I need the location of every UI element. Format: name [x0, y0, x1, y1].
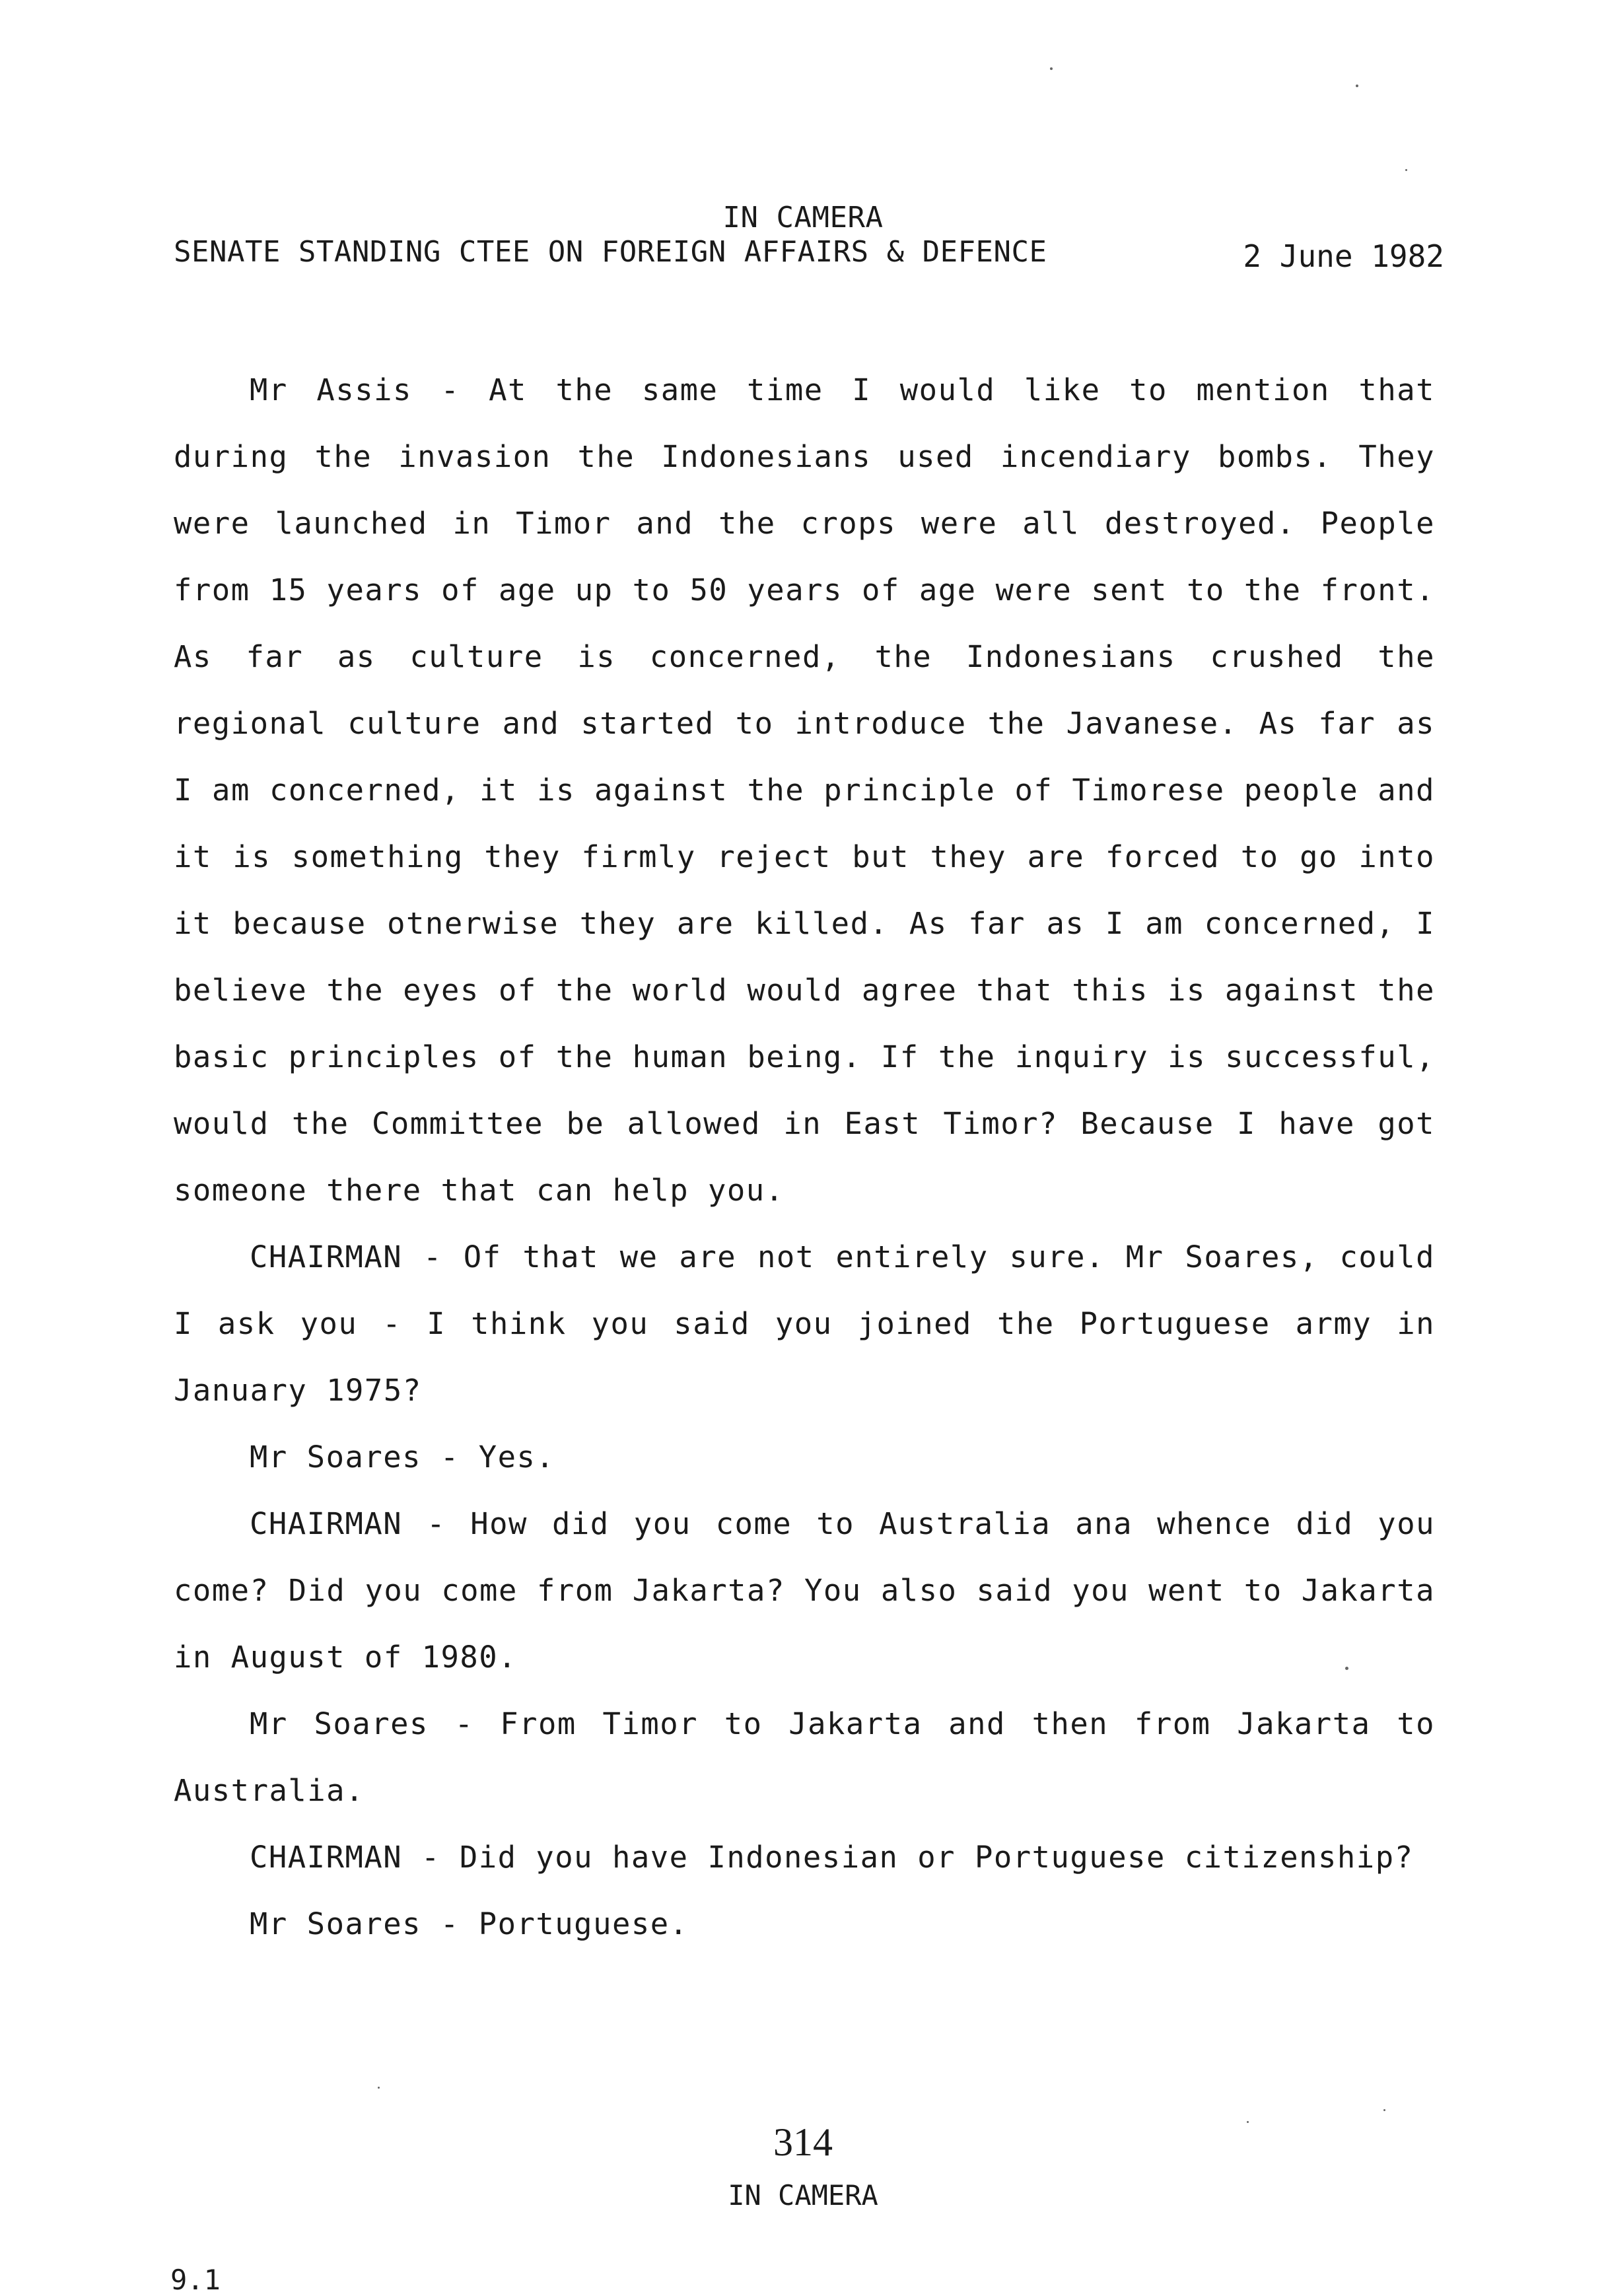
scan-speck	[378, 2087, 380, 2089]
transcript-paragraph: Mr Soares - Yes.	[250, 1440, 555, 1475]
header-classification: IN CAMERA	[722, 201, 884, 234]
document-reference: 9.1	[170, 2264, 221, 2296]
page-number: 314	[773, 2120, 833, 2164]
scan-speck	[1405, 169, 1407, 171]
scan-speck	[1345, 1667, 1348, 1670]
transcript-paragraph: CHAIRMAN - Of that we are not entirely sure. Mr Soares, could I ask you - I think you said you joined the Portuguese army in January 1975?	[174, 1239, 1435, 1408]
scan-speck	[1050, 67, 1053, 70]
transcript-paragraph: Mr Assis - At the same time I would like to mention that during the invasion the Indonesians used incendiary bombs. They were launched in Timor and the crops were all destroyed. People from 15 years of age up to 50 years of age were sent to the front. As far as culture is concerned, the Indonesians crushed the regional culture and started to introduce the Javanese. As far as I am concerned, it is against the principle of Timorese people and it is something they firmly reject but they are forced to go into it because otnerwise they are killed. As far as I am concerned, I believe the eyes of the world would agree that this is against the basic principles of the human being. If the inquiry is successful, would the Committee be allowed in East Timor? Because I have got someone there that can help you.	[174, 372, 1435, 1208]
transcript-body	[174, 357, 1435, 1957]
transcript-paragraph: CHAIRMAN - How did you come to Australia ana whence did you come? Did you come from Jakarta? You also said you went to Jakarta in August of 1980.	[174, 1506, 1435, 1675]
transcript-paragraph: Mr Soares - From Timor to Jakarta and then from Jakarta to Australia.	[174, 1706, 1435, 1808]
footer-classification: IN CAMERA	[728, 2179, 878, 2211]
scan-speck	[1247, 2121, 1249, 2123]
transcript-paragraph: CHAIRMAN - Did you have Indonesian or Portuguese citizenship?	[250, 1840, 1414, 1875]
transcript-paragraph: Mr Soares - Portuguese.	[250, 1906, 689, 1941]
scan-speck	[1356, 85, 1358, 87]
committee-name: SENATE STANDING CTEE ON FOREIGN AFFAIRS & DEFENCE	[174, 235, 1047, 269]
scan-speck	[1383, 2109, 1385, 2111]
hearing-date: 2 June 1982	[1243, 238, 1444, 274]
